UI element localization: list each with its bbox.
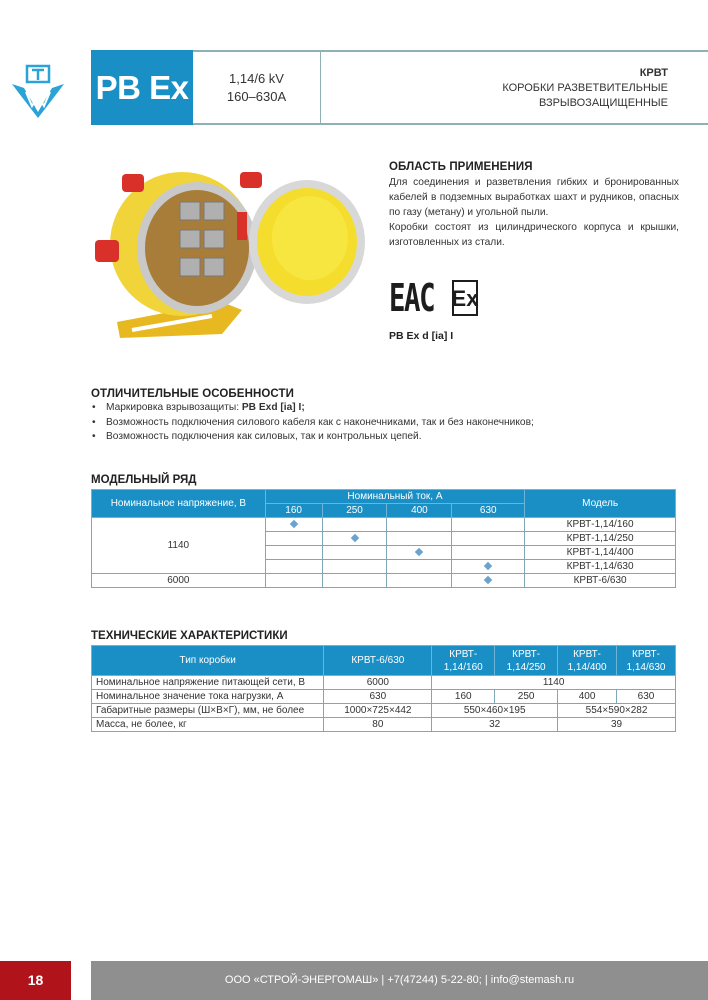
header-current-400: 400 bbox=[387, 504, 452, 518]
application-section bbox=[389, 160, 679, 250]
explosion-protection-marking: PB Ex d [ia] I bbox=[389, 330, 454, 342]
model-cell: КРВТ-1,14/630 bbox=[525, 560, 676, 574]
mark-cell bbox=[387, 546, 452, 560]
header-current-630: 630 bbox=[452, 504, 525, 518]
certification-marks bbox=[389, 278, 478, 318]
series-badge: PB Ex bbox=[91, 50, 193, 125]
ex-mark: Ex bbox=[452, 280, 478, 316]
features-section bbox=[91, 388, 691, 445]
features-heading: ОТЛИЧИТЕЛЬНЫЕ ОСОБЕННОСТИ bbox=[91, 388, 295, 400]
feature-marking: PB Exd [ia] I; bbox=[241, 402, 305, 413]
value-cell: 39 bbox=[558, 718, 676, 732]
diamond-marker-icon bbox=[484, 576, 492, 584]
table-row bbox=[92, 718, 676, 732]
value-cell: 400 bbox=[558, 690, 617, 704]
header-model-5: КРВТ- 1,14/630 bbox=[617, 646, 676, 676]
voltage-range: 1,14/6 kV bbox=[229, 70, 284, 86]
value-cell: 1140 bbox=[432, 676, 676, 690]
tech-specs-section bbox=[91, 630, 676, 732]
value-cell: 80 bbox=[324, 718, 432, 732]
voltage-cell: 6000 bbox=[92, 574, 266, 588]
table-row bbox=[92, 574, 676, 588]
eac-mark: EAC bbox=[389, 276, 435, 320]
product-name-line2: ВЗРЫВОЗАЩИЩЕННЫЕ bbox=[538, 97, 668, 109]
page-number: 18 bbox=[0, 961, 71, 1000]
header-current-250: 250 bbox=[322, 504, 387, 518]
value-cell: 554×590×282 bbox=[558, 704, 676, 718]
features-list bbox=[91, 401, 691, 445]
table-row bbox=[92, 690, 676, 704]
header-model-3: КРВТ- 1,14/250 bbox=[495, 646, 558, 676]
value-cell: 630 bbox=[617, 690, 676, 704]
mark-cell bbox=[265, 518, 322, 532]
table-row bbox=[92, 676, 676, 690]
tech-specs-table bbox=[91, 645, 676, 732]
mark-cell bbox=[452, 574, 525, 588]
application-text-2: Коробки состоят из цилиндрического корпуса и крышки, изготовленных из стали. bbox=[389, 222, 679, 248]
model-range-table bbox=[91, 489, 676, 588]
row-label: Номинальное напряжение питающей сети, В bbox=[92, 676, 324, 690]
voltage-cell: 1140 bbox=[92, 518, 266, 574]
header-model: Модель bbox=[525, 490, 676, 518]
model-cell: КРВТ-6/630 bbox=[525, 574, 676, 588]
value-cell: 630 bbox=[324, 690, 432, 704]
header-model-4: КРВТ- 1,14/400 bbox=[558, 646, 617, 676]
diamond-marker-icon bbox=[415, 548, 423, 556]
company-logo bbox=[8, 62, 68, 120]
row-label: Масса, не более, кг bbox=[92, 718, 324, 732]
tech-specs-heading: ТЕХНИЧЕСКИЕ ХАРАКТЕРИСТИКИ bbox=[91, 630, 288, 642]
table-row bbox=[92, 518, 676, 532]
mark-cell bbox=[452, 560, 525, 574]
table-row bbox=[92, 704, 676, 718]
mark-cell bbox=[322, 532, 387, 546]
header-current-160: 160 bbox=[265, 504, 322, 518]
feature-item: • Маркировка взрывозащиты: PB Exd [ia] I; bbox=[91, 401, 691, 416]
value-cell: 32 bbox=[432, 718, 558, 732]
feature-item: • Возможность подключения силового кабеля как с наконечниками, так и без наконечников; bbox=[91, 416, 691, 431]
product-name-line1: КОРОБКИ РАЗВЕТВИТЕЛЬНЫЕ bbox=[502, 82, 668, 94]
diamond-marker-icon bbox=[289, 520, 297, 528]
header-voltage: Номинальное напряжение, В bbox=[92, 490, 266, 518]
application-heading: ОБЛАСТЬ ПРИМЕНЕНИЯ bbox=[389, 161, 533, 173]
row-label: Номинальное значение тока нагрузки, А bbox=[92, 690, 324, 704]
diamond-marker-icon bbox=[484, 562, 492, 570]
diamond-marker-icon bbox=[350, 534, 358, 542]
value-cell: 6000 bbox=[324, 676, 432, 690]
footer-contacts: ООО «СТРОЙ-ЭНЕРГОМАШ» | +7(47244) 5-22-80; | info@stemash.ru bbox=[91, 961, 708, 1000]
value-cell: 250 bbox=[495, 690, 558, 704]
application-text-1: Для соединения и разветвления гибких и бронированных кабелей в подземных выработках шахт и рудников, опасных по газу (метану) и угольной пыли. bbox=[389, 177, 679, 218]
header-model-1: КРВТ-6/630 bbox=[324, 646, 432, 676]
product-title bbox=[502, 66, 668, 111]
model-range-heading: МОДЕЛЬНЫЙ РЯД bbox=[91, 474, 197, 486]
current-range: 160–630A bbox=[226, 88, 287, 104]
value-cell: 160 bbox=[432, 690, 495, 704]
header-current: Номинальный ток, А bbox=[265, 490, 524, 504]
value-cell: 1000×725×442 bbox=[324, 704, 432, 718]
value-cell: 550×460×195 bbox=[432, 704, 558, 718]
header-specs bbox=[193, 50, 321, 125]
model-cell: КРВТ-1,14/400 bbox=[525, 546, 676, 560]
header-type: Тип коробки bbox=[92, 646, 324, 676]
row-label: Габаритные размеры (Ш×В×Г), мм, не более bbox=[92, 704, 324, 718]
feature-item: • Возможность подключения как силовых, так и контрольных цепей. bbox=[91, 430, 691, 445]
header-model-2: КРВТ- 1,14/160 bbox=[432, 646, 495, 676]
product-image bbox=[92, 152, 380, 347]
model-cell: КРВТ-1,14/250 bbox=[525, 532, 676, 546]
product-code: КРВТ bbox=[639, 67, 668, 79]
model-range-section bbox=[91, 474, 676, 588]
model-cell: КРВТ-1,14/160 bbox=[525, 518, 676, 532]
